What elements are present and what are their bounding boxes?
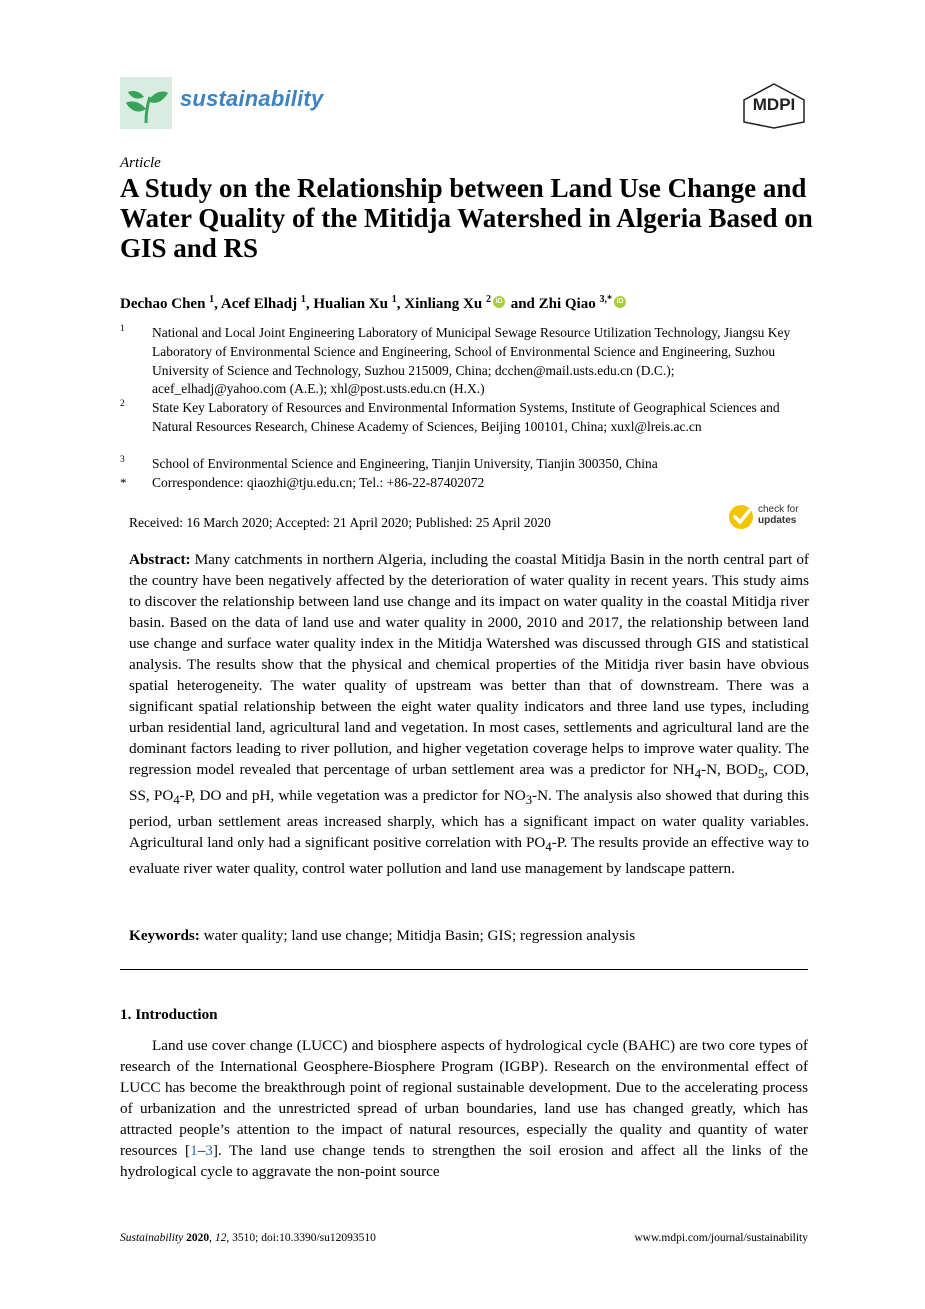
subscript: 4 bbox=[545, 840, 552, 855]
introduction-body bbox=[120, 1035, 808, 1182]
abstract-label: Abstract: bbox=[129, 551, 191, 568]
leaf-icon bbox=[120, 77, 172, 129]
citation-link[interactable]: 1 bbox=[190, 1142, 198, 1159]
author-separator: , bbox=[396, 296, 405, 312]
journal-name[interactable]: sustainability bbox=[180, 86, 324, 111]
subscript: 4 bbox=[694, 767, 702, 782]
abstract bbox=[129, 549, 809, 879]
check-for-updates-label[interactable] bbox=[758, 504, 799, 526]
affiliation-item bbox=[120, 399, 810, 437]
article-title: A Study on the Relationship between Land Use Change and Water Quality of the Mitidja Watershed in Algeria Based on GIS and RS bbox=[120, 173, 813, 263]
citation-dash: – bbox=[197, 1142, 206, 1159]
keywords-label: Keywords: bbox=[129, 927, 200, 944]
publisher-name: MDPI bbox=[752, 95, 796, 114]
subscript: 4 bbox=[173, 793, 180, 808]
keywords-text: water quality; land use change; Mitidja Basin; GIS; regression analysis bbox=[199, 927, 636, 944]
author-name: Zhi Qiao bbox=[538, 296, 596, 312]
affiliation-number: 1 bbox=[120, 324, 125, 334]
footer-volume: 12 bbox=[214, 1232, 227, 1244]
author-affiliation-mark: 1 bbox=[391, 294, 397, 305]
section-divider bbox=[120, 969, 808, 970]
author-list bbox=[120, 294, 628, 313]
author-affiliation-mark: 3,* bbox=[599, 294, 612, 305]
mdpi-logo[interactable] bbox=[740, 82, 808, 130]
paragraph-text: Land use cover change (LUCC) and biosphere aspects of hydrological cycle (BAHC) are two core types of research of the International Geosphere-Biosphere Program (IGBP). Research on the environmental effect of LUCC has become the breakthrough point of regional sustainable development. Due to the accelerating process of urbanization and the unrestricted spread of urban boundaries, land use has changed greatly, which has attracted people’s attention to the impact of natural resources, especially the quality and quantity of water resources [ bbox=[120, 1037, 808, 1159]
abstract-text: , COD, SS, PO bbox=[129, 761, 809, 805]
author-name: Xinliang Xu bbox=[404, 296, 483, 312]
author-affiliation-mark: 1 bbox=[209, 294, 215, 305]
author-separator: , bbox=[214, 296, 221, 312]
article-type: Article bbox=[120, 155, 161, 171]
check-updates-line1: check for bbox=[758, 504, 799, 515]
subscript: 3 bbox=[525, 793, 533, 808]
affiliation-text: School of Environmental Science and Engineering, Tianjin University, Tianjin 300350, China bbox=[152, 456, 658, 471]
citation-link[interactable]: 3 bbox=[205, 1142, 213, 1159]
orcid-icon[interactable]: iD bbox=[614, 296, 626, 308]
orcid-icon[interactable]: iD bbox=[493, 296, 505, 308]
journal-logo bbox=[120, 77, 172, 129]
abstract-text: -N, BOD bbox=[701, 761, 758, 778]
subscript: 5 bbox=[757, 767, 765, 782]
check-icon bbox=[727, 502, 757, 532]
affiliation-number: * bbox=[120, 475, 127, 490]
footer-doi: , 3510; doi:10.3390/su12093510 bbox=[226, 1232, 376, 1244]
paragraph bbox=[120, 1035, 808, 1182]
author-affiliation-mark: 1 bbox=[300, 294, 306, 305]
affiliation-number: 2 bbox=[120, 399, 125, 409]
abstract-text: Many catchments in northern Algeria, including the coastal Mitidja Basin in the north central part of the country have been negatively affected by the deterioration of water quality in recent years. This study aims to discover the relationship between land use change and its impact on water quality in the coastal Mitidja river basin. Based on the data of land use and water quality in 2000, 2010 and 2017, the relationship between land use change and surface water quality index in the Mitidja Watershed was discussed through GIS and statistical analysis. The results show that the physical and chemical properties of the Mitidja river basin have obvious spatial heterogeneity. The water quality of upstream was better than that of downstream. There was a significant spatial relationship between the eight water quality indicators and three land use types, including urban residential land, agricultural land and vegetation. In most cases, settlements and agricultural land are the dominant factors leading to river pollution, and higher vegetation coverage helps to improve water quality. The regression model revealed that percentage of urban settlement area was a predictor for NH bbox=[129, 551, 809, 778]
paragraph-text: ]. The land use change tends to strengthen the soil erosion and affect all the links of the hydrological cycle to aggravate the non-point source bbox=[120, 1142, 809, 1180]
affiliation-item bbox=[120, 324, 810, 399]
abstract-text: -P. The results provide an effective way to evaluate river water quality, control water pollution and land use management by landscape pattern. bbox=[129, 834, 809, 878]
abstract-text: -P, DO and pH, while vegetation was a predictor for NO bbox=[179, 787, 526, 805]
check-updates-line2: updates bbox=[758, 515, 797, 526]
footer-year: 2020 bbox=[186, 1232, 210, 1244]
section-heading: 1. Introduction bbox=[120, 1006, 218, 1023]
correspondence-text: Correspondence: qiaozhi@tju.edu.cn; Tel.: +86-22-87402072 bbox=[152, 475, 485, 490]
abstract-text: -N. The analysis also showed that during this period, urban settlement areas increased sharply, which has a significant impact on water quality variables. Agricultural land only had a significant positive correlation with PO bbox=[129, 787, 809, 852]
keywords bbox=[129, 927, 809, 945]
author-name: Hualian Xu bbox=[313, 296, 388, 312]
affiliation-text: State Key Laboratory of Resources and Environmental Information Systems, Institute of Geographical Sciences and Natural Resources Research, Chinese Academy of Sciences, Beijing 100101, China; xuxl@lreis.ac.cn bbox=[152, 400, 780, 434]
footer-url[interactable]: www.mdpi.com/journal/sustainability bbox=[634, 1232, 808, 1244]
affiliation-text: National and Local Joint Engineering Laboratory of Municipal Sewage Resource Utilization Technology, Jiangsu Key Laboratory of Environmental Science and Engineering, School of Environmental Science and Engineering, Suzhou University of Science and Technology, Suzhou 215009, China; dcchen@mail.usts.edu.cn (D.C.); acef_elhadj@yahoo.com (A.E.); xhl@post.usts.edu.cn (H.X.) bbox=[152, 325, 791, 397]
correspondence-item bbox=[120, 474, 810, 493]
author-name: Acef Elhadj bbox=[220, 296, 298, 312]
author-separator: , bbox=[305, 296, 314, 312]
footer-citation: Sustainability 2020, 12, 3510; doi:10.3390/su12093510 bbox=[120, 1232, 376, 1244]
author-separator: and bbox=[506, 296, 539, 312]
author-affiliation-mark: 2 bbox=[485, 294, 491, 305]
affiliation-item bbox=[120, 455, 810, 474]
publication-dates: Received: 16 March 2020; Accepted: 21 April 2020; Published: 25 April 2020 bbox=[129, 515, 551, 530]
affiliation-number: 3 bbox=[120, 455, 125, 465]
author-name: Dechao Chen bbox=[120, 296, 206, 312]
footer-journal: Sustainability bbox=[120, 1232, 184, 1244]
